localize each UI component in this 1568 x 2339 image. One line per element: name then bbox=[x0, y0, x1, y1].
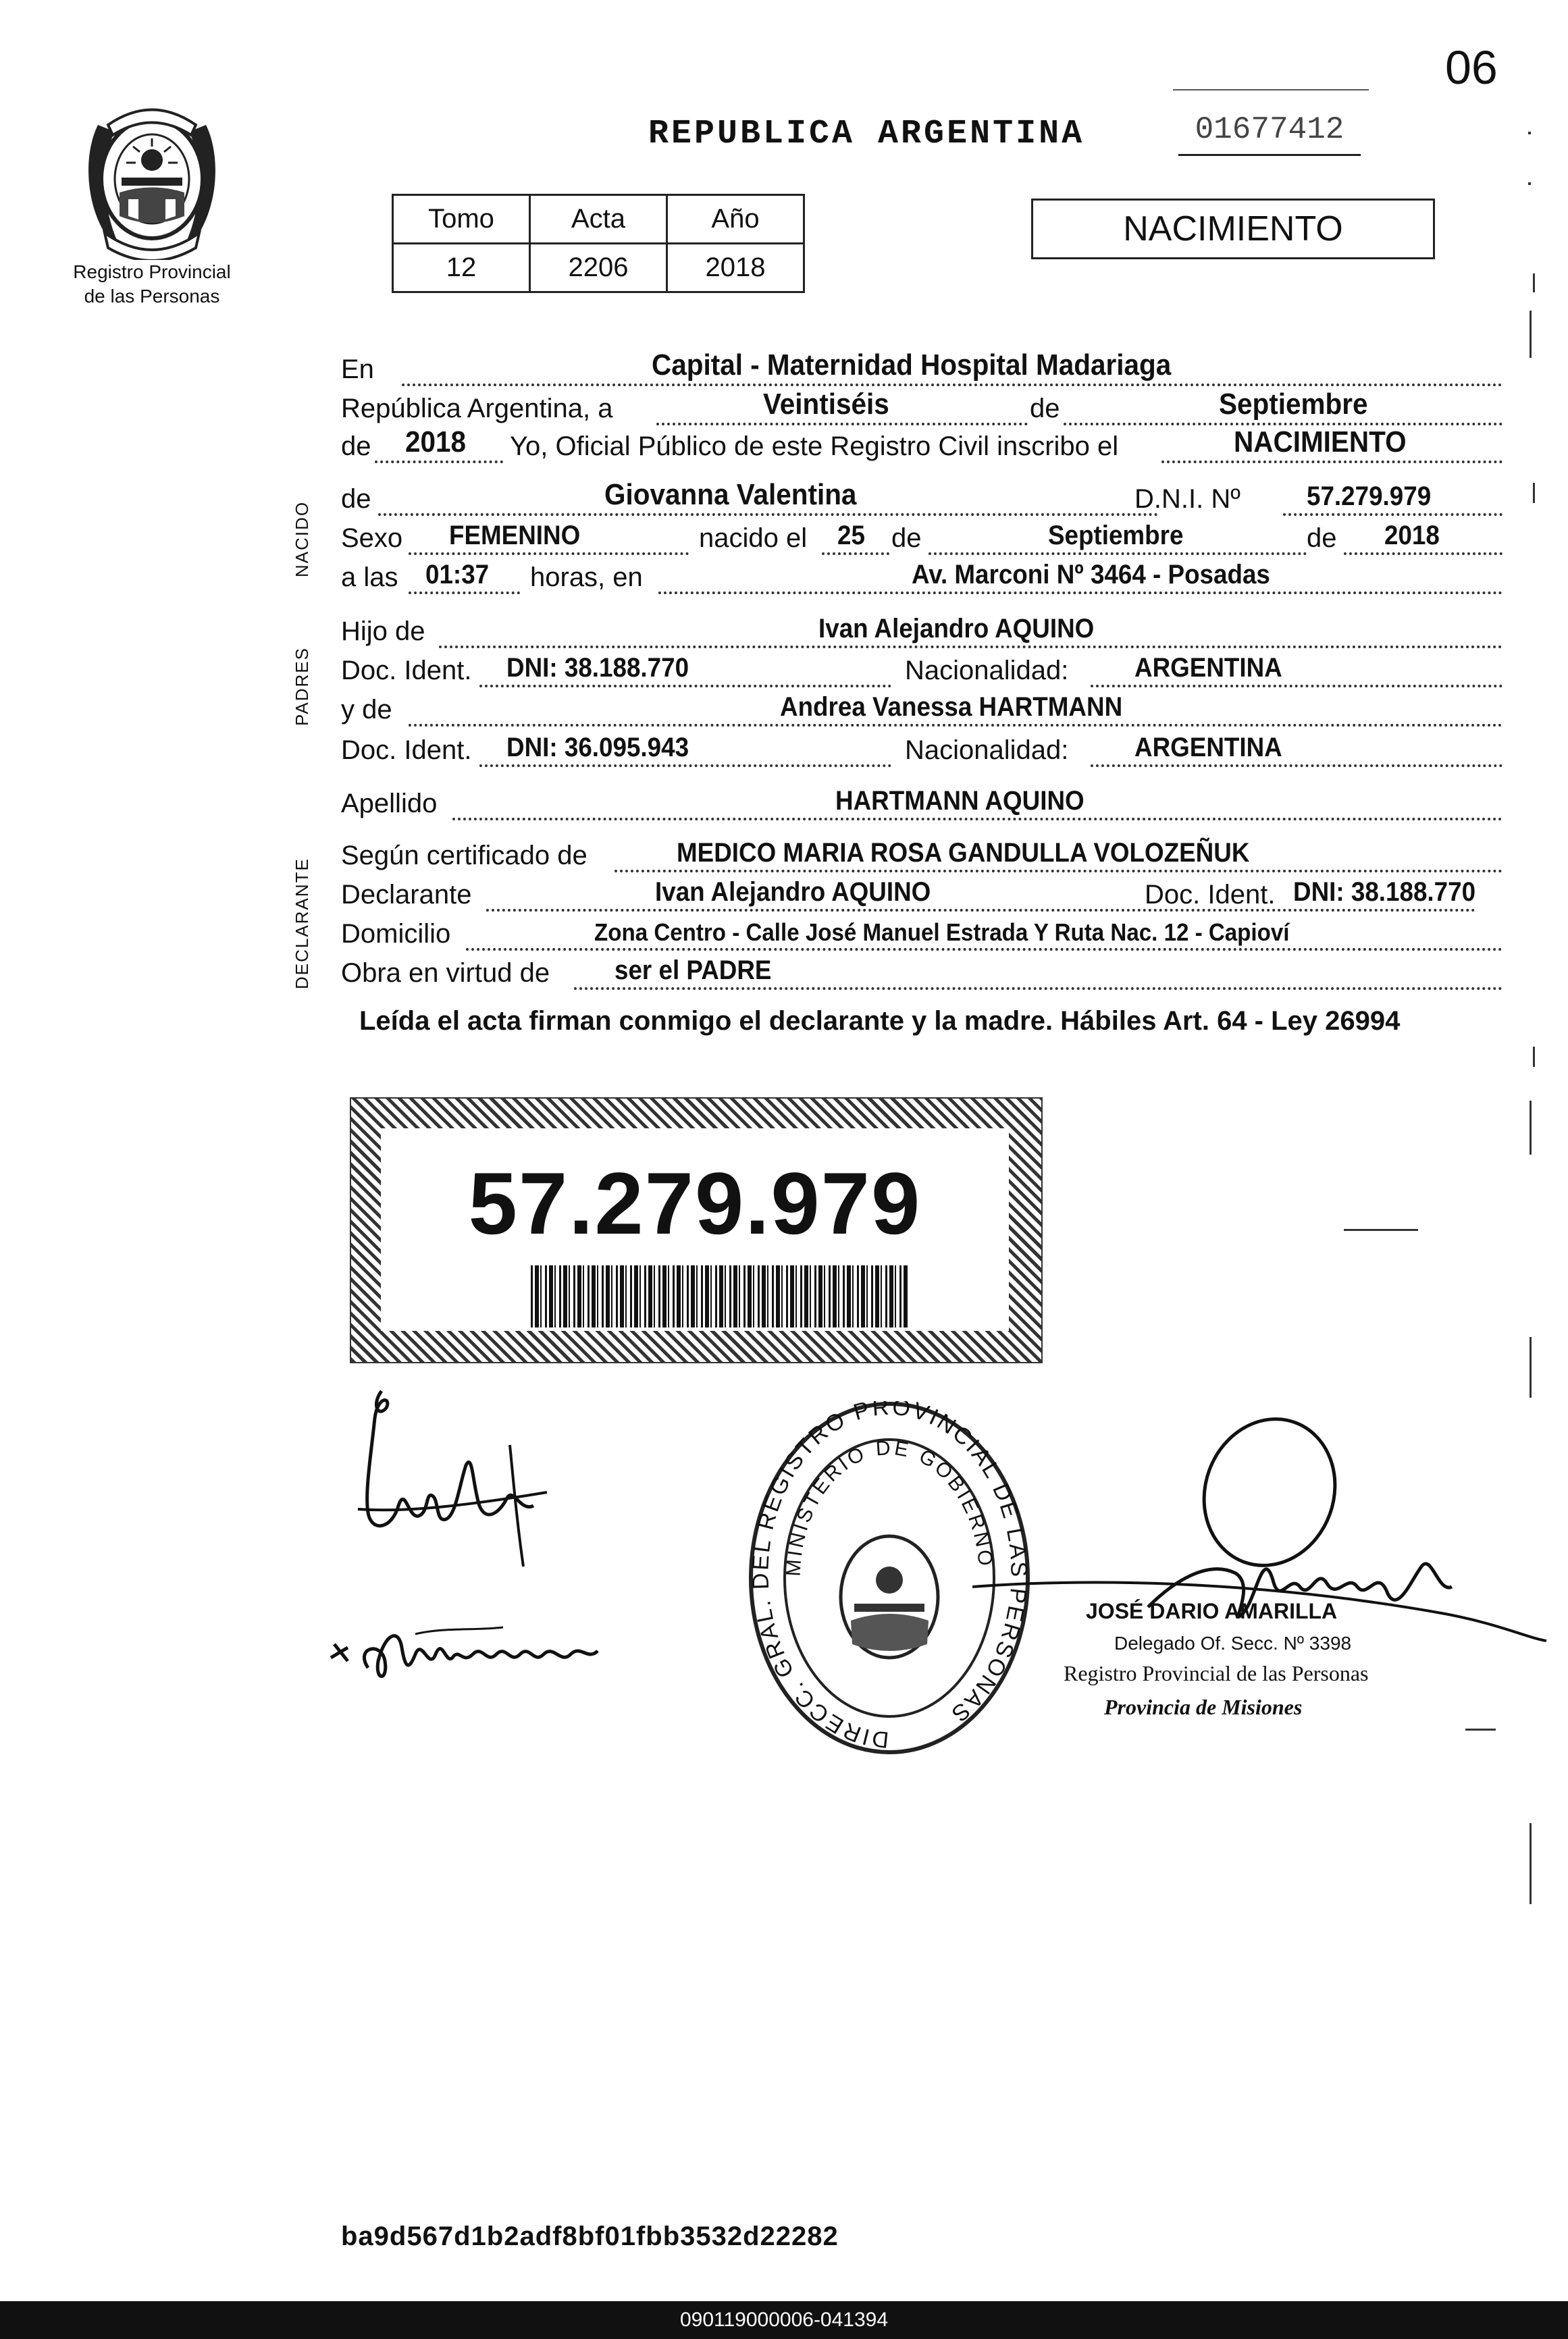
label-doc-ident-madre: Doc. Ident. bbox=[341, 735, 472, 765]
logo-caption bbox=[41, 260, 263, 309]
value-mes-acta: Septiembre bbox=[1219, 388, 1368, 421]
acta-value: 2206 bbox=[530, 244, 667, 292]
label-de-mes-nac: de bbox=[891, 523, 922, 553]
serial-number bbox=[1178, 107, 1361, 156]
country-title: REPUBLICA ARGENTINA bbox=[648, 115, 1085, 153]
section-label-padres: PADRES bbox=[292, 647, 312, 726]
declarant-signature bbox=[344, 1377, 574, 1580]
label-doc-ident-padre: Doc. Ident. bbox=[341, 656, 472, 685]
value-mes-nac: Septiembre bbox=[1048, 521, 1184, 550]
value-lugar: Capital - Maternidad Hospital Madariaga bbox=[652, 348, 1172, 382]
value-madre-doc: DNI: 36.095.943 bbox=[506, 733, 689, 762]
value-madre-nac: ARGENTINA bbox=[1134, 733, 1282, 762]
label-de-nombre: de bbox=[341, 484, 371, 514]
label-nacido-el: nacido el bbox=[699, 523, 808, 553]
label-dni: D.N.I. Nº bbox=[1134, 484, 1240, 514]
official-name: JOSÉ DARIO AMARILLA bbox=[1086, 1599, 1338, 1623]
label-sexo: Sexo bbox=[341, 523, 403, 553]
value-certificado: MEDICO MARIA ROSA GANDULLA VOLOZEÑUK bbox=[677, 838, 1250, 868]
label-de-mes: de bbox=[1030, 394, 1060, 423]
value-padre-doc: DNI: 38.188.770 bbox=[506, 653, 689, 683]
footer-code-bar bbox=[0, 2301, 1568, 2339]
section-label-nacido: NACIDO bbox=[292, 500, 312, 577]
logo-caption-line1: Registro Provincial bbox=[73, 261, 231, 282]
acta-header: Acta bbox=[530, 195, 667, 244]
value-anio-acta: 2018 bbox=[405, 425, 467, 458]
value-tipo: NACIMIENTO bbox=[1234, 425, 1407, 458]
value-declarante-doc: DNI: 38.188.770 bbox=[1293, 877, 1476, 907]
label-de-anio-nac: de bbox=[1307, 523, 1337, 553]
official-role: Delegado Of. Secc. Nº 3398 bbox=[1114, 1633, 1352, 1654]
value-sexo: FEMENINO bbox=[449, 521, 581, 550]
mother-signature bbox=[328, 1607, 652, 1708]
label-domicilio: Domicilio bbox=[341, 919, 451, 949]
label-republica: República Argentina, a bbox=[341, 394, 613, 423]
value-anio-nac: 2018 bbox=[1384, 521, 1440, 550]
label-segun-certificado: Según certificado de bbox=[341, 841, 587, 870]
value-hora: 01:37 bbox=[425, 560, 490, 589]
stamp-outer-text: DIRECC. GRAL. DEL REGISTRO PROVINCIAL DE LAS PERSONAS bbox=[748, 1401, 1032, 1753]
label-hijo-de: Hijo de bbox=[341, 616, 425, 646]
value-dni: 57.279.979 bbox=[1307, 481, 1432, 511]
record-reference-table bbox=[392, 194, 805, 293]
label-declarante: Declarante bbox=[341, 880, 472, 910]
label-horas-en: horas, en bbox=[530, 562, 643, 592]
label-nacionalidad-madre: Nacionalidad: bbox=[905, 735, 1069, 765]
value-padre: Ivan Alejandro AQUINO bbox=[818, 614, 1095, 643]
value-domicilio-nac: Av. Marconi Nº 3464 - Posadas bbox=[912, 560, 1270, 589]
value-dia-nac: 25 bbox=[837, 521, 865, 550]
label-doc-ident-declarante: Doc. Ident. bbox=[1145, 880, 1276, 910]
anio-value: 2018 bbox=[667, 244, 804, 292]
stamp-inner-text: MINISTERIO DE GOBIERNO bbox=[782, 1436, 997, 1577]
label-y-de: y de bbox=[341, 695, 392, 725]
section-label-declarante: DECLARANTE bbox=[292, 858, 312, 989]
label-a-las: a las bbox=[341, 562, 398, 592]
value-nombre: Giovanna Valentina bbox=[604, 478, 857, 511]
document-type-box: NACIMIENTO bbox=[1031, 199, 1435, 259]
page-number: 06 bbox=[1445, 41, 1498, 94]
value-declarante: Ivan Alejandro AQUINO bbox=[655, 877, 931, 907]
value-domicilio-decl: Zona Centro - Calle José Manuel Estrada Y Ruta Nac. 12 - Capioví bbox=[594, 918, 1290, 946]
document-hash: ba9d567d1b2adf8bf01fbb3532d22282 bbox=[341, 2222, 839, 2251]
misiones-emblem-logo bbox=[78, 98, 226, 260]
anio-header: Año bbox=[667, 195, 804, 244]
logo-caption-line2: de las Personas bbox=[84, 286, 220, 307]
barcode bbox=[531, 1265, 909, 1328]
label-de-anio: de bbox=[341, 431, 371, 461]
label-yo-oficial: Yo, Oficial Público de este Registro Civil inscribo el bbox=[510, 431, 1119, 461]
label-nacionalidad-padre: Nacionalidad: bbox=[905, 656, 1069, 685]
serial-number-text: 01677412 bbox=[1195, 112, 1344, 147]
tomo-header: Tomo bbox=[393, 195, 530, 244]
value-madre: Andrea Vanessa HARTMANN bbox=[780, 692, 1123, 722]
label-obra-en-virtud: Obra en virtud de bbox=[341, 958, 550, 988]
tomo-value: 12 bbox=[393, 244, 530, 292]
official-province: Provincia de Misiones bbox=[1104, 1695, 1303, 1719]
label-en: En bbox=[341, 354, 374, 384]
official-office: Registro Provincial de las Personas bbox=[1064, 1661, 1369, 1685]
dni-sticker bbox=[350, 1097, 1043, 1363]
value-dia-acta: Veintiséis bbox=[763, 388, 889, 421]
footer-code: 090119000006-041394 bbox=[679, 2309, 889, 2331]
closing-statement: Leída el acta firman conmigo el declarante y la madre. Hábiles Art. 64 - Ley 26994 bbox=[359, 1006, 1401, 1036]
dni-sticker-number: 57.279.979 bbox=[468, 1154, 922, 1253]
value-padre-nac: ARGENTINA bbox=[1134, 653, 1282, 683]
value-en-virtud: ser el PADRE bbox=[615, 955, 772, 985]
label-apellido: Apellido bbox=[341, 789, 438, 818]
value-apellido: HARTMANN AQUINO bbox=[835, 786, 1084, 816]
